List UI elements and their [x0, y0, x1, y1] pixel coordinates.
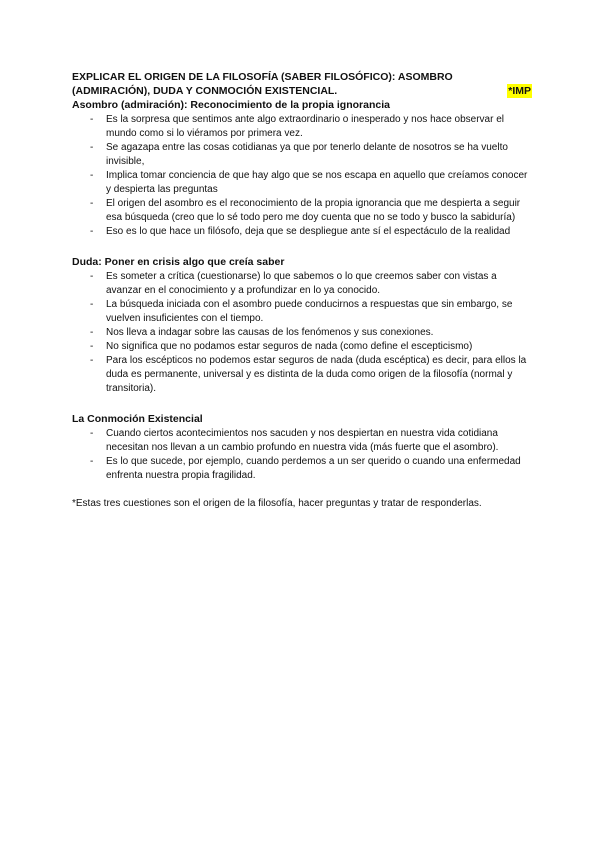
document-title	[72, 70, 532, 98]
list-item: - El origen del asombro es el reconocimiento de la propia ignorancia que me despierta a seguir esa búsqueda (creo que lo sé todo pero me doy cuenta que no se todo y busco la sabiduría)	[106, 197, 532, 225]
list-item: - Es lo que sucede, por ejemplo, cuando perdemos a un ser querido o cuando una enfermedad enfrenta nuestra propia fragilidad.	[106, 455, 532, 483]
list-item: - Para los escépticos no podemos estar seguros de nada (duda escéptica) es decir, para ellos la duda es permanente, universal y es distinta de la duda como origen de la filosofía (normal y transitoria).	[106, 354, 532, 396]
list-item: - Se agazapa entre las cosas cotidianas ya que por tenerlo delante de nosotros se ha vuelto invisible,	[106, 141, 532, 169]
list-item: - Cuando ciertos acontecimientos nos sacuden y nos despiertan en nuestra vida cotidiana necesitan nos llevan a un cambio profundo en nuestra vida (más fuerte que el asombro).	[106, 427, 532, 455]
spacer	[72, 396, 532, 412]
list-item: - Es la sorpresa que sentimos ante algo extraordinario o inesperado y nos hace observar el mundo como si lo viéramos por primera vez.	[106, 113, 532, 141]
list-item: - Eso es lo que hace un filósofo, deja que se despliegue ante sí el espectáculo de la realidad	[106, 225, 532, 239]
list-item: - La búsqueda iniciada con el asombro puede conducirnos a respuestas que sin embargo, se vuelven insuficientes con el tiempo.	[106, 298, 532, 326]
section-list-duda	[72, 270, 532, 396]
footnote: *Estas tres cuestiones son el origen de la filosofía, hacer preguntas y tratar de responderlas.	[72, 498, 482, 509]
title-line-2: (ADMIRACIÓN), DUDA Y CONMOCIÓN EXISTENCIAL.	[72, 85, 338, 97]
section-heading-conmocion: La Conmoción Existencial	[72, 413, 203, 425]
section-list-asombro	[72, 113, 532, 239]
document-content	[72, 70, 532, 511]
section-heading-duda: Duda: Poner en crisis algo que creía saber	[72, 256, 285, 268]
list-item: - Nos lleva a indagar sobre las causas de los fenómenos y sus conexiones.	[106, 326, 532, 340]
spacer	[72, 239, 532, 255]
list-item: - Implica tomar conciencia de que hay algo que se nos escapa en aquello que creíamos conocer y despierta las preguntas	[106, 169, 532, 197]
title-line-1: EXPLICAR EL ORIGEN DE LA FILOSOFÍA (SABER FILOSÓFICO): ASOMBRO	[72, 71, 453, 83]
spacer	[72, 483, 532, 497]
section-list-conmocion	[72, 427, 532, 483]
list-item: - Es someter a crítica (cuestionarse) lo que sabemos o lo que creemos saber con vistas a avanzar en el conocimiento y a profundizar en lo ya conocido.	[106, 270, 532, 298]
list-item: - No significa que no podamos estar seguros de nada (como define el escepticismo)	[106, 340, 532, 354]
section-heading-asombro: Asombro (admiración): Reconocimiento de la propia ignorancia	[72, 99, 390, 111]
important-highlight-tag: *IMP	[508, 85, 531, 97]
